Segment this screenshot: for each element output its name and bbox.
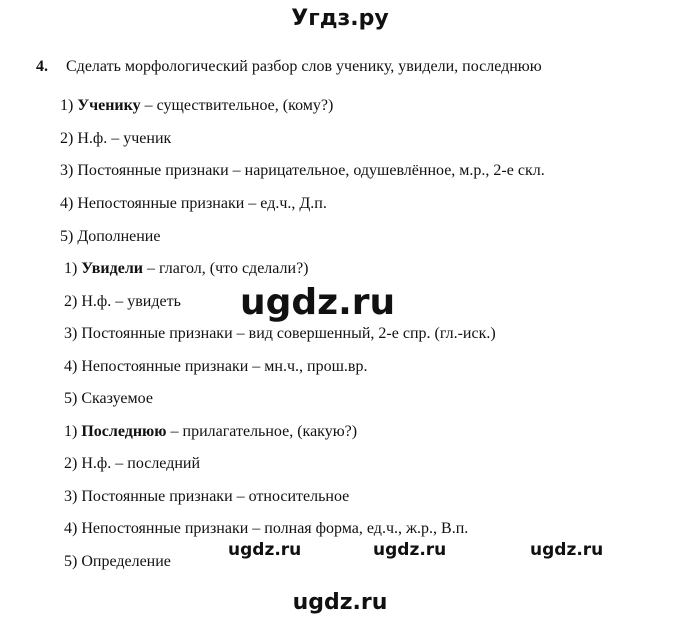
line-number: 3) [64, 325, 82, 342]
watermark-center: ugdz.ru [240, 282, 396, 323]
watermark-bottom: ugdz.ru [292, 590, 388, 615]
line-number: 4) [60, 195, 78, 212]
watermark-small-left: ugdz.ru [228, 540, 302, 560]
line-text: Определение [81, 553, 171, 570]
analysis-line [60, 161, 545, 181]
task-number: 4. [36, 58, 48, 75]
line-text: – существительное, (кому?) [140, 97, 334, 114]
line-text: Постоянные признаки – нарицательное, одушевлённое, м.р., 2-е скл. [77, 162, 545, 179]
analysis-line [64, 454, 200, 474]
analysis-line [60, 129, 171, 149]
analysis-line [64, 487, 349, 507]
line-text: Постоянные признаки – вид совершенный, 2-е спр. (гл.-иск.) [81, 325, 496, 342]
line-text: Постоянные признаки – относительное [81, 488, 350, 505]
watermark-small-middle: ugdz.ru [373, 540, 447, 560]
analyzed-word: Ученику [77, 97, 141, 114]
line-text: Н.ф. – последний [81, 455, 201, 472]
line-number: 3) [64, 488, 82, 505]
line-text: Непостоянные признаки – ед.ч., Д.п. [77, 195, 327, 212]
analysis-line [64, 389, 153, 409]
analysis-line [64, 324, 496, 344]
line-number: 5) [64, 390, 82, 407]
line-text: – глагол, (что сделали?) [143, 260, 309, 277]
line-number: 5) [64, 553, 82, 570]
line-text: Непостоянные признаки – мн.ч., прош.вр. [81, 358, 368, 375]
analysis-line [60, 96, 333, 116]
line-number: 4) [64, 520, 82, 537]
analyzed-word: Последнюю [81, 423, 167, 440]
analysis-line [60, 227, 160, 247]
analysis-line [64, 519, 468, 539]
line-number: 1) [64, 423, 82, 440]
line-text: Дополнение [77, 228, 161, 245]
task-text: Сделать морфологический разбор слов ученику, увидели, последнюю [66, 58, 542, 75]
line-number: 3) [60, 162, 78, 179]
line-number: 4) [64, 358, 82, 375]
line-text: Непостоянные признаки – полная форма, ед.ч., ж.р., В.п. [81, 520, 469, 537]
task-heading [36, 58, 542, 76]
analysis-line [64, 422, 357, 442]
analysis-line [64, 259, 309, 279]
line-number: 1) [60, 97, 78, 114]
line-text: Сказуемое [81, 390, 153, 407]
line-number: 2) [64, 455, 82, 472]
analysis-line [64, 552, 171, 572]
line-text: Н.ф. – ученик [77, 130, 172, 147]
analysis-line [64, 292, 181, 312]
line-number: 5) [60, 228, 78, 245]
line-text: Н.ф. – увидеть [81, 293, 181, 310]
analyzed-word: Увидели [81, 260, 144, 277]
line-number: 2) [64, 293, 82, 310]
analysis-line [64, 357, 367, 377]
line-number: 2) [60, 130, 78, 147]
watermark-small-right: ugdz.ru [530, 540, 604, 560]
line-text: – прилагательное, (какую?) [166, 423, 358, 440]
analysis-line [60, 194, 327, 214]
line-number: 1) [64, 260, 82, 277]
site-header-title: Угдз.ру [291, 6, 389, 31]
